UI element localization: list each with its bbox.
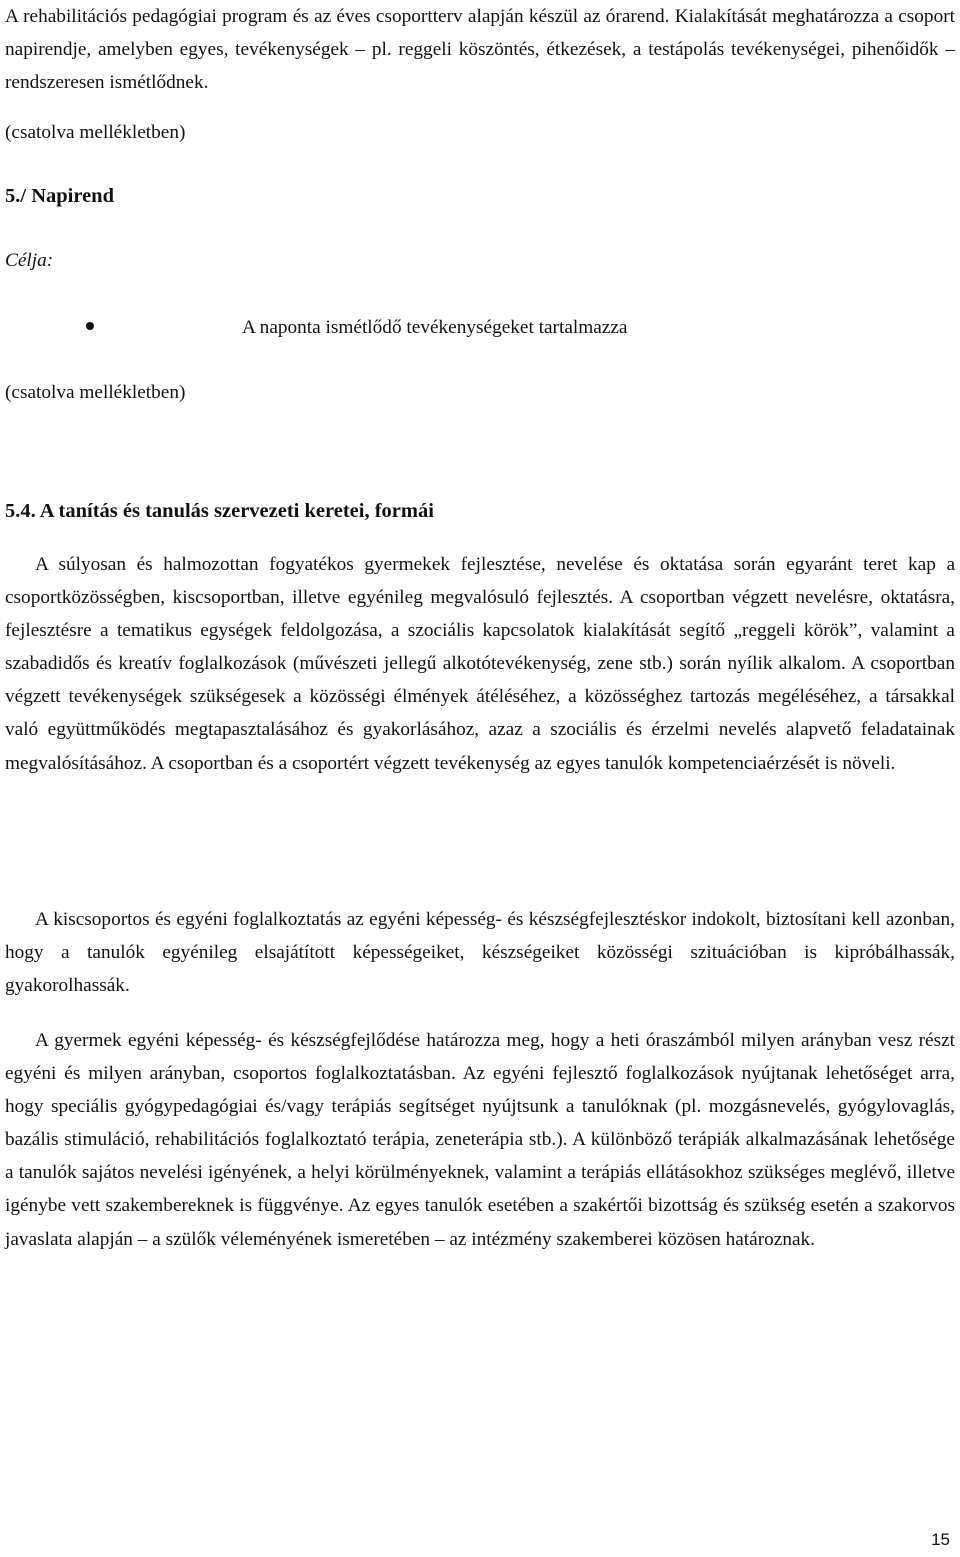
section-5-goal-label: Célja: (5, 250, 54, 271)
section-5-goal-block (5, 244, 955, 277)
section-5-attachment-block (5, 376, 955, 409)
section-5-4-paragraph-3 (5, 1024, 955, 1256)
document-page (5, 0, 955, 1557)
body-paragraph: A kiscsoportos és egyéni foglalkoztatás az egyéni képesség- és készségfejlesztéskor indokolt, biztosítani kell azonban, hogy a tanulók egyénileg elsajátított képességeiket, készségeiket közösségi szituációban is kipróbálhassák, gyakorolhassák. (5, 909, 955, 997)
intro-paragraph: A rehabilitációs pedagógiai program és az éves csoportterv alapján készül az órarend. Kialakítását meghatározza a csoport napirendje, amelyben egyes, tevékenységek – pl. reggeli köszöntés, étkezések, a testápolás tevékenységei, pihenőidők – rendszeresen ismétlődnek. (5, 6, 955, 94)
bullet-icon (86, 322, 94, 330)
section-5-4-paragraph-1 (5, 548, 955, 780)
section-5-attachment-note: (csatolva mellékletben) (5, 382, 186, 403)
page-number: 15 (931, 1530, 950, 1549)
section-5-4-heading-block (5, 495, 955, 528)
section-5-4-paragraph-2 (5, 903, 955, 1002)
bullet-text: A naponta ismétlődő tevékenységeket tartalmazza (242, 317, 628, 338)
intro-attachment-block (5, 116, 955, 149)
section-5-bullet-item (5, 311, 955, 344)
intro-section (5, 0, 955, 99)
section-5-4-heading: 5.4. A tanítás és tanulás szervezeti keretei, formái (5, 500, 434, 522)
body-paragraph: A súlyosan és halmozottan fogyatékos gyermekek fejlesztése, nevelése és oktatása során egyaránt teret kap a csoportközösségben, kiscsoportban, illetve egyénileg megvalósuló fejlesztés. A csoportban végzett nevelésre, oktatásra, fejlesztésre a tematikus egységek feldolgozása, a szociális kapcsolatok kialakítását segítő „reggeli körök”, valamint a szabadidős és kreatív foglalkozások (művészeti jellegű alkotótevékenység, zene stb.) során nyílik alkalom. A csoportban végzett tevékenységek szükségesek a közösségi élmények átéléséhez, a közösséghez tartozás megéléséhez, a társakkal való együttműködés megtapasztalásához és gyakorlásához, azaz a szociális és érzelmi nevelés alapvető feladatainak megvalósításához. A csoportban és a csoportért végzett tevékenység az egyes tanulók kompetenciaérzését is növeli. (5, 554, 955, 774)
intro-attachment-note: (csatolva mellékletben) (5, 122, 186, 143)
body-paragraph: A gyermek egyéni képesség- és készségfejlődése határozza meg, hogy a heti óraszámból milyen arányban vesz részt egyéni és milyen arányban, csoportos foglalkoztatásban. Az egyéni fejlesztő foglalkozások nyújtanak lehetőséget arra, hogy speciális gyógypedagógiai és/vagy terápiás segítséget nyújtsunk a tanulóknak (pl. mozgásnevelés, gyógylovaglás, bazális stimuláció, rehabilitációs foglalkoztató terápia, zeneterápia stb.). A különböző terápiák alkalmazásának lehetősége a tanulók sajátos nevelési igényének, a helyi körülményeknek, valamint a terápiás ellátásokhoz szükséges meglévő, illetve igénybe vett szakembereknek is függvénye. Az egyes tanulók esetében a szakértői bizottság és szükség esetén a szakorvos javaslata alapján – a szülők véleményének ismeretében – az intézmény szakemberei közösen határoznak. (5, 1030, 955, 1250)
section-5-heading: 5./ Napirend (5, 185, 114, 207)
section-5-heading-block (5, 180, 955, 213)
